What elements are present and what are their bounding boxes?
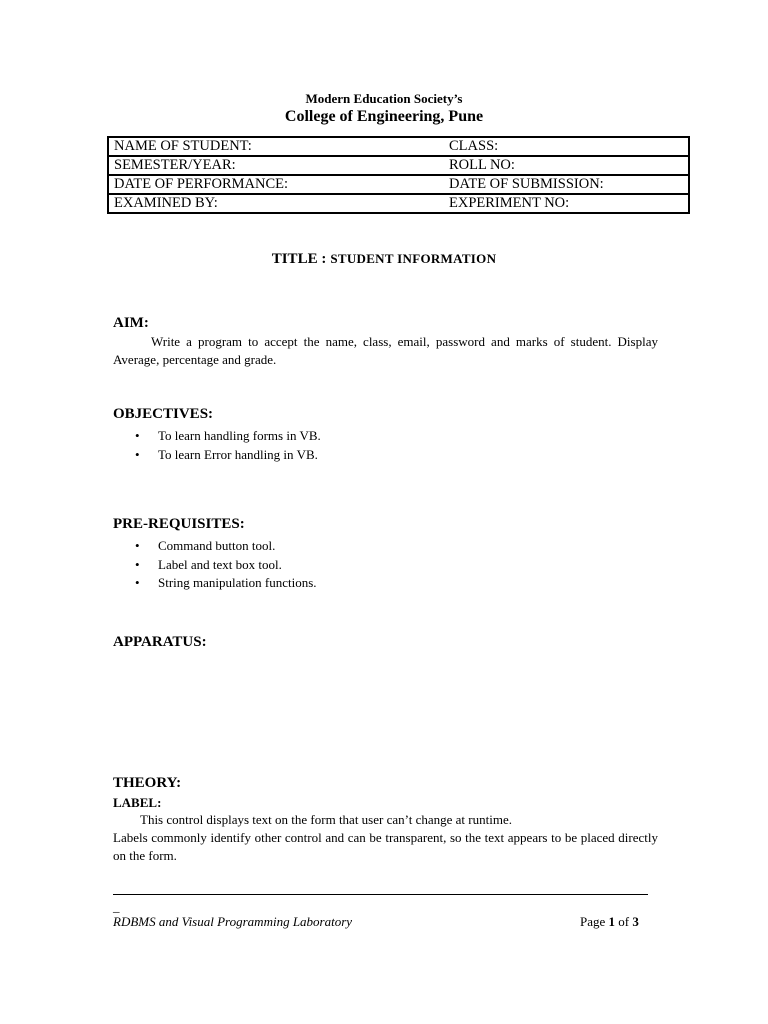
list-item: • Command button tool. [113, 537, 317, 556]
table-row [108, 156, 689, 175]
aim-text: Write a program to accept the name, class, email, password and marks of student. Display Average, percentage and grade. [113, 334, 658, 367]
of-word: of [618, 914, 630, 929]
list-item: • Label and text box tool. [113, 556, 317, 575]
list-item: • String manipulation functions. [113, 574, 317, 593]
examined-by-cell: EXAMINED BY: [108, 194, 444, 213]
page-total: 3 [632, 914, 639, 929]
date-of-submission-cell: DATE OF SUBMISSION: [444, 175, 689, 194]
bullet-icon: • [135, 538, 140, 553]
theory-line-2: Labels commonly identify other control and can be transparent, so the text appears to be placed directly on the form. [113, 830, 658, 863]
page-word: Page [580, 914, 606, 929]
label-subheading: LABEL: [113, 795, 162, 810]
semester-year-cell: SEMESTER/YEAR: [108, 156, 444, 175]
aim-heading: AIM: [113, 315, 149, 331]
theory-line-1: This control displays text on the form that user can’t change at runtime. [140, 812, 512, 827]
page-current: 1 [608, 914, 616, 929]
prerequisites-list [113, 537, 317, 593]
footer-page-number [580, 914, 639, 930]
title-value: STUDENT INFORMATION [330, 251, 497, 266]
table-row [108, 137, 689, 156]
date-of-performance-cell: DATE OF PERFORMANCE: [108, 175, 444, 194]
society-name: Modern Education Society’s [305, 91, 463, 106]
footer-course-name: RDBMS and Visual Programming Laboratory [113, 914, 353, 929]
bullet-icon: • [135, 556, 140, 572]
objectives-heading: OBJECTIVES: [113, 406, 214, 422]
class-cell: CLASS: [444, 137, 689, 156]
title-label: TITLE : [271, 251, 327, 267]
objectives-list [113, 427, 321, 464]
footer-dash: _ [113, 899, 120, 914]
experiment-no-cell: EXPERIMENT NO: [444, 194, 689, 213]
roll-no-cell: ROLL NO: [444, 156, 689, 175]
bullet-icon: • [135, 428, 140, 443]
bullet-icon: • [135, 446, 140, 462]
footer-divider [113, 894, 648, 895]
bullet-icon: • [135, 575, 140, 590]
list-item: • To learn Error handling in VB. [113, 446, 321, 465]
table-row [108, 175, 689, 194]
document-title [0, 250, 768, 268]
student-info-table [107, 136, 690, 214]
apparatus-heading: APPARATUS: [113, 634, 207, 650]
theory-heading: THEORY: [113, 775, 182, 791]
table-row [108, 194, 689, 213]
prerequisites-heading: PRE-REQUISITES: [113, 516, 245, 532]
college-name: College of Engineering, Pune [284, 108, 484, 125]
name-of-student-cell: NAME OF STUDENT: [108, 137, 444, 156]
list-item: • To learn handling forms in VB. [113, 427, 321, 446]
